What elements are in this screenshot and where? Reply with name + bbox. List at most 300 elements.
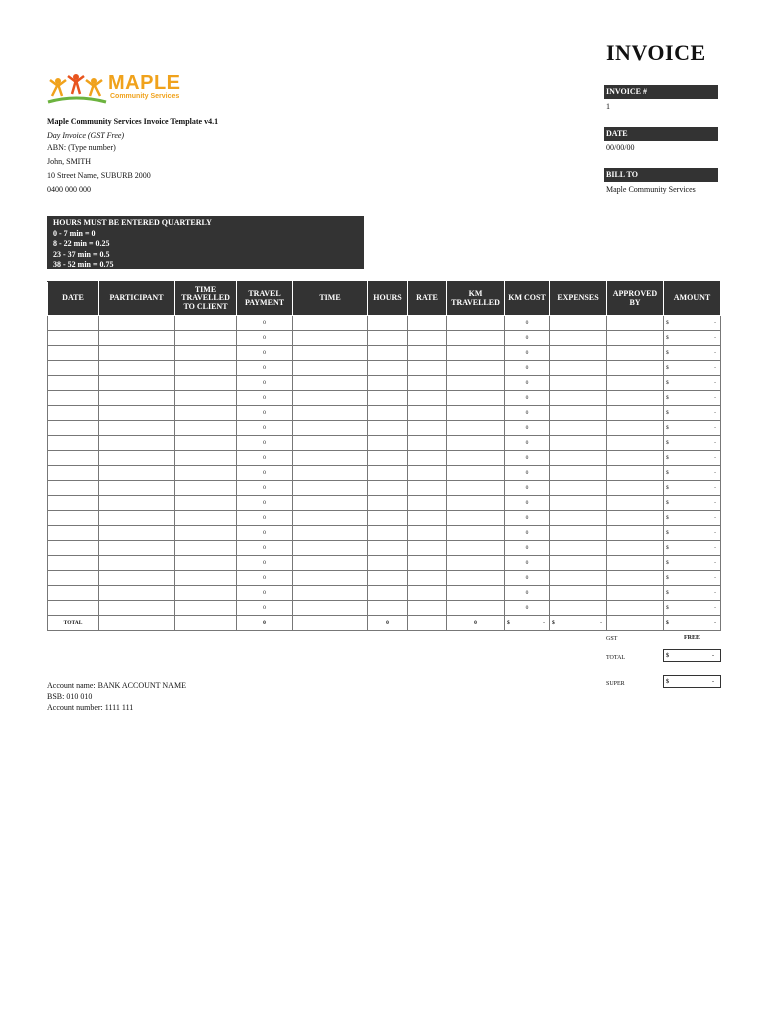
logo-name: MAPLE [108,72,181,94]
col-header-expenses: EXPENSES [550,282,607,316]
table-row [48,451,721,466]
hours-cell[interactable] [368,496,408,511]
expenses-cell[interactable] [550,376,607,391]
rate-cell[interactable] [408,496,447,511]
date-cell[interactable] [48,451,99,466]
date-cell[interactable] [48,391,99,406]
col-header-date: DATE [48,282,99,316]
expenses-cell[interactable] [550,316,607,331]
time-travelled-cell[interactable] [175,361,237,376]
currency-symbol: $ [666,590,669,596]
contact-address: 10 Street Name, SUBURB 2000 [47,171,151,180]
amount-cell[interactable] [664,466,721,481]
amount-cell[interactable] [664,376,721,391]
km-travelled-cell[interactable] [447,466,505,481]
col-header-rate: RATE [408,282,447,316]
travel-payment-cell: 0 [237,586,293,601]
time-travelled-cell[interactable] [175,496,237,511]
amount-cell[interactable] [664,451,721,466]
hours-cell[interactable] [368,511,408,526]
expenses-cell[interactable] [550,331,607,346]
approved-by-cell[interactable] [607,586,664,601]
currency-symbol: $ [507,620,510,626]
time-travelled-cell[interactable] [175,556,237,571]
hours-cell[interactable] [368,436,408,451]
amount-value: - [714,575,716,581]
abn: ABN: (Type number) [47,143,116,152]
km-travelled-cell[interactable] [447,496,505,511]
km-travelled-cell[interactable] [447,556,505,571]
travel-payment-cell: 0 [237,331,293,346]
rate-cell[interactable] [408,556,447,571]
approved-by-cell[interactable] [607,361,664,376]
rate-cell[interactable] [408,391,447,406]
time-cell[interactable] [293,316,368,331]
time-travelled-cell[interactable] [175,541,237,556]
hours-cell[interactable] [368,526,408,541]
participant-cell[interactable] [99,481,175,496]
total-expenses[interactable] [550,616,607,631]
bank-bsb: BSB: 010 010 [47,692,93,701]
table-row [48,556,721,571]
hours-rule-box [47,216,364,269]
hours-rule-line: 0 - 7 min = 0 [53,228,96,238]
hours-cell[interactable] [368,361,408,376]
hours-cell[interactable] [368,556,408,571]
super-box [663,675,721,688]
hours-cell[interactable] [368,451,408,466]
km-travelled-cell[interactable] [447,571,505,586]
col-header-hours: HOURS [368,282,408,316]
hours-rule-line: 23 - 37 min = 0.5 [53,249,110,259]
date-value[interactable]: 00/00/00 [606,143,635,152]
currency-symbol: $ [666,440,669,446]
km-travelled-cell[interactable] [447,586,505,601]
time-cell[interactable] [293,586,368,601]
time-travelled-cell[interactable] [175,346,237,361]
participant-cell[interactable] [99,526,175,541]
total-time-travelled-cell [175,616,237,631]
participant-cell[interactable] [99,541,175,556]
participant-cell[interactable] [99,376,175,391]
amount-cell[interactable] [664,406,721,421]
km-cost-cell: 0 [505,346,550,361]
amount-cell[interactable] [664,526,721,541]
amount-cell[interactable] [664,481,721,496]
participant-cell[interactable] [99,421,175,436]
total-approved-cell [607,616,664,631]
hours-cell[interactable] [368,316,408,331]
total-amount[interactable] [664,616,721,631]
table-row [48,376,721,391]
km-cost-cell: 0 [505,601,550,616]
km-travelled-cell[interactable] [447,541,505,556]
approved-by-cell[interactable] [607,556,664,571]
total-hours: 0 [368,616,408,631]
currency-symbol: $ [666,455,669,461]
km-travelled-cell[interactable] [447,421,505,436]
expenses-cell[interactable] [550,526,607,541]
participant-cell[interactable] [99,361,175,376]
km-travelled-cell[interactable] [447,601,505,616]
expenses-cell[interactable] [550,361,607,376]
km-cost-cell: 0 [505,571,550,586]
table-row [48,361,721,376]
date-cell[interactable] [48,511,99,526]
time-cell[interactable] [293,331,368,346]
time-cell[interactable] [293,421,368,436]
rate-cell[interactable] [408,346,447,361]
amount-cell[interactable] [664,511,721,526]
time-travelled-cell[interactable] [175,421,237,436]
date-cell[interactable] [48,436,99,451]
date-cell[interactable] [48,316,99,331]
time-cell[interactable] [293,541,368,556]
table-row [48,496,721,511]
participant-cell[interactable] [99,451,175,466]
participant-cell[interactable] [99,346,175,361]
participant-cell[interactable] [99,331,175,346]
total-time-cell [293,616,368,631]
participant-cell[interactable] [99,436,175,451]
time-cell[interactable] [293,556,368,571]
approved-by-cell[interactable] [607,541,664,556]
amount-value: - [714,485,716,491]
date-cell[interactable] [48,376,99,391]
km-cost-cell: 0 [505,556,550,571]
km-travelled-cell[interactable] [447,451,505,466]
expenses-cell[interactable] [550,391,607,406]
time-cell[interactable] [293,601,368,616]
rate-cell[interactable] [408,571,447,586]
date-cell[interactable] [48,346,99,361]
total-rate-cell [408,616,447,631]
travel-payment-cell: 0 [237,541,293,556]
travel-payment-cell: 0 [237,556,293,571]
km-travelled-cell[interactable] [447,391,505,406]
time-travelled-cell[interactable] [175,391,237,406]
bank-account-name: Account name: BANK ACCOUNT NAME [47,681,186,690]
table-row [48,421,721,436]
approved-by-cell[interactable] [607,511,664,526]
total-km: 0 [447,616,505,631]
travel-payment-cell: 0 [237,451,293,466]
approved-by-cell[interactable] [607,496,664,511]
km-cost-cell: 0 [505,391,550,406]
time-travelled-cell[interactable] [175,436,237,451]
hours-cell[interactable] [368,421,408,436]
logo-subtitle: Community Services [110,93,180,100]
date-cell[interactable] [48,601,99,616]
hours-cell[interactable] [368,376,408,391]
expenses-cell[interactable] [550,601,607,616]
expenses-cell[interactable] [550,451,607,466]
date-cell[interactable] [48,526,99,541]
date-cell[interactable] [48,556,99,571]
time-cell[interactable] [293,496,368,511]
approved-by-cell[interactable] [607,391,664,406]
expenses-cell[interactable] [550,511,607,526]
col-header-participant: PARTICIPANT [99,282,175,316]
travel-payment-cell: 0 [237,376,293,391]
amount-cell[interactable] [664,586,721,601]
total-row [48,616,721,631]
total-km-cost[interactable] [505,616,550,631]
amount-cell[interactable] [664,556,721,571]
expenses-cell[interactable] [550,421,607,436]
time-travelled-cell[interactable] [175,406,237,421]
currency-symbol: $ [666,560,669,566]
currency-symbol: $ [666,575,669,581]
time-cell[interactable] [293,346,368,361]
gst-value: FREE [683,635,700,641]
amount-value: - [714,545,716,551]
approved-by-cell[interactable] [607,346,664,361]
participant-cell[interactable] [99,511,175,526]
currency-symbol: $ [666,395,669,401]
table-row [48,391,721,406]
super-currency: $ [666,678,669,685]
amount-cell[interactable] [664,541,721,556]
expenses-cell[interactable] [550,466,607,481]
km-travelled-cell[interactable] [447,436,505,451]
travel-payment-cell: 0 [237,511,293,526]
expenses-cell[interactable] [550,541,607,556]
participant-cell[interactable] [99,586,175,601]
time-travelled-cell[interactable] [175,316,237,331]
amount-value: - [714,425,716,431]
rate-cell[interactable] [408,331,447,346]
date-cell[interactable] [48,586,99,601]
col-header-travel-payment: TRAVEL PAYMENT [237,282,293,316]
participant-cell[interactable] [99,391,175,406]
date-cell[interactable] [48,421,99,436]
expenses-cell[interactable] [550,481,607,496]
hours-cell[interactable] [368,391,408,406]
km-cost-cell: 0 [505,316,550,331]
expenses-cell[interactable] [550,571,607,586]
amount-value: - [714,320,716,326]
amount-value: - [600,620,602,626]
hours-cell[interactable] [368,346,408,361]
date-cell[interactable] [48,406,99,421]
km-travelled-cell[interactable] [447,406,505,421]
invoice-number-value[interactable]: 1 [606,102,610,111]
rate-cell[interactable] [408,451,447,466]
rate-cell[interactable] [408,406,447,421]
approved-by-cell[interactable] [607,421,664,436]
time-cell[interactable] [293,511,368,526]
km-cost-cell: 0 [505,406,550,421]
date-cell[interactable] [48,496,99,511]
hours-cell[interactable] [368,481,408,496]
amount-value: - [714,440,716,446]
time-cell[interactable] [293,391,368,406]
participant-cell[interactable] [99,406,175,421]
amount-value: - [543,620,545,626]
amount-cell[interactable] [664,601,721,616]
date-cell[interactable] [48,331,99,346]
rate-cell[interactable] [408,586,447,601]
date-cell[interactable] [48,571,99,586]
total-currency: $ [666,652,669,659]
rate-cell[interactable] [408,361,447,376]
km-travelled-cell[interactable] [447,316,505,331]
rate-cell[interactable] [408,376,447,391]
time-cell[interactable] [293,361,368,376]
approved-by-cell[interactable] [607,466,664,481]
amount-value: - [714,515,716,521]
table-row [48,331,721,346]
km-travelled-cell[interactable] [447,376,505,391]
approved-by-cell[interactable] [607,571,664,586]
km-travelled-cell[interactable] [447,361,505,376]
amount-cell[interactable] [664,421,721,436]
table-row [48,586,721,601]
approved-by-cell[interactable] [607,481,664,496]
date-cell[interactable] [48,541,99,556]
amount-value: - [714,455,716,461]
expenses-cell[interactable] [550,346,607,361]
time-travelled-cell[interactable] [175,331,237,346]
time-cell[interactable] [293,376,368,391]
rate-cell[interactable] [408,526,447,541]
rate-cell[interactable] [408,481,447,496]
time-travelled-cell[interactable] [175,526,237,541]
km-travelled-cell[interactable] [447,481,505,496]
amount-value: - [714,470,716,476]
approved-by-cell[interactable] [607,376,664,391]
contact-name: John, SMITH [47,157,92,166]
time-travelled-cell[interactable] [175,376,237,391]
expenses-cell[interactable] [550,406,607,421]
rate-cell[interactable] [408,316,447,331]
approved-by-cell[interactable] [607,316,664,331]
hours-cell[interactable] [368,466,408,481]
bill-to-value[interactable]: Maple Community Services [606,185,696,194]
hours-cell[interactable] [368,586,408,601]
rate-cell[interactable] [408,541,447,556]
date-cell[interactable] [48,466,99,481]
table-row [48,436,721,451]
time-travelled-cell[interactable] [175,466,237,481]
currency-symbol: $ [552,620,555,626]
travel-payment-cell: 0 [237,361,293,376]
expenses-cell[interactable] [550,496,607,511]
hours-cell[interactable] [368,541,408,556]
date-cell[interactable] [48,481,99,496]
amount-cell[interactable] [664,496,721,511]
table-row [48,481,721,496]
approved-by-cell[interactable] [607,451,664,466]
km-travelled-cell[interactable] [447,331,505,346]
rate-cell[interactable] [408,601,447,616]
travel-payment-cell: 0 [237,391,293,406]
km-travelled-cell[interactable] [447,346,505,361]
expenses-cell[interactable] [550,556,607,571]
amount-cell[interactable] [664,331,721,346]
time-travelled-cell[interactable] [175,571,237,586]
time-cell[interactable] [293,436,368,451]
currency-symbol: $ [666,425,669,431]
col-header-time: TIME [293,282,368,316]
approved-by-cell[interactable] [607,526,664,541]
time-cell[interactable] [293,481,368,496]
contact-phone: 0400 000 000 [47,185,91,194]
bill-to-label: BILL TO [604,168,718,182]
amount-cell[interactable] [664,361,721,376]
currency-symbol: $ [666,545,669,551]
expenses-cell[interactable] [550,586,607,601]
participant-cell[interactable] [99,571,175,586]
km-cost-cell: 0 [505,511,550,526]
hours-cell[interactable] [368,406,408,421]
km-travelled-cell[interactable] [447,511,505,526]
time-cell[interactable] [293,406,368,421]
table-row [48,406,721,421]
amount-value: - [714,620,716,626]
amount-cell[interactable] [664,571,721,586]
km-cost-cell: 0 [505,526,550,541]
approved-by-cell[interactable] [607,436,664,451]
invoice-type: Day Invoice (GST Free) [47,131,125,140]
time-travelled-cell[interactable] [175,451,237,466]
currency-symbol: $ [666,515,669,521]
travel-payment-cell: 0 [237,406,293,421]
approved-by-cell[interactable] [607,331,664,346]
maple-figures-icon [46,72,108,106]
currency-symbol: $ [666,410,669,416]
total-box [663,649,721,662]
participant-cell[interactable] [99,496,175,511]
approved-by-cell[interactable] [607,406,664,421]
approved-by-cell[interactable] [607,601,664,616]
time-travelled-cell[interactable] [175,601,237,616]
hours-cell[interactable] [368,571,408,586]
participant-cell[interactable] [99,466,175,481]
rate-cell[interactable] [408,436,447,451]
time-travelled-cell[interactable] [175,481,237,496]
amount-cell[interactable] [664,436,721,451]
currency-symbol: $ [666,365,669,371]
date-cell[interactable] [48,361,99,376]
participant-cell[interactable] [99,316,175,331]
rate-cell[interactable] [408,511,447,526]
amount-cell[interactable] [664,316,721,331]
hours-cell[interactable] [368,601,408,616]
km-travelled-cell[interactable] [447,526,505,541]
amount-cell[interactable] [664,391,721,406]
col-header-approved-by: APPROVED BY [607,282,664,316]
time-cell[interactable] [293,571,368,586]
participant-cell[interactable] [99,601,175,616]
time-cell[interactable] [293,466,368,481]
km-cost-cell: 0 [505,586,550,601]
time-travelled-cell[interactable] [175,586,237,601]
amount-cell[interactable] [664,346,721,361]
amount-value: - [714,590,716,596]
time-cell[interactable] [293,526,368,541]
time-cell[interactable] [293,451,368,466]
rate-cell[interactable] [408,466,447,481]
time-travelled-cell[interactable] [175,511,237,526]
participant-cell[interactable] [99,556,175,571]
expenses-cell[interactable] [550,436,607,451]
col-header-amount: AMOUNT [664,282,721,316]
table-row [48,316,721,331]
hours-cell[interactable] [368,331,408,346]
rate-cell[interactable] [408,421,447,436]
